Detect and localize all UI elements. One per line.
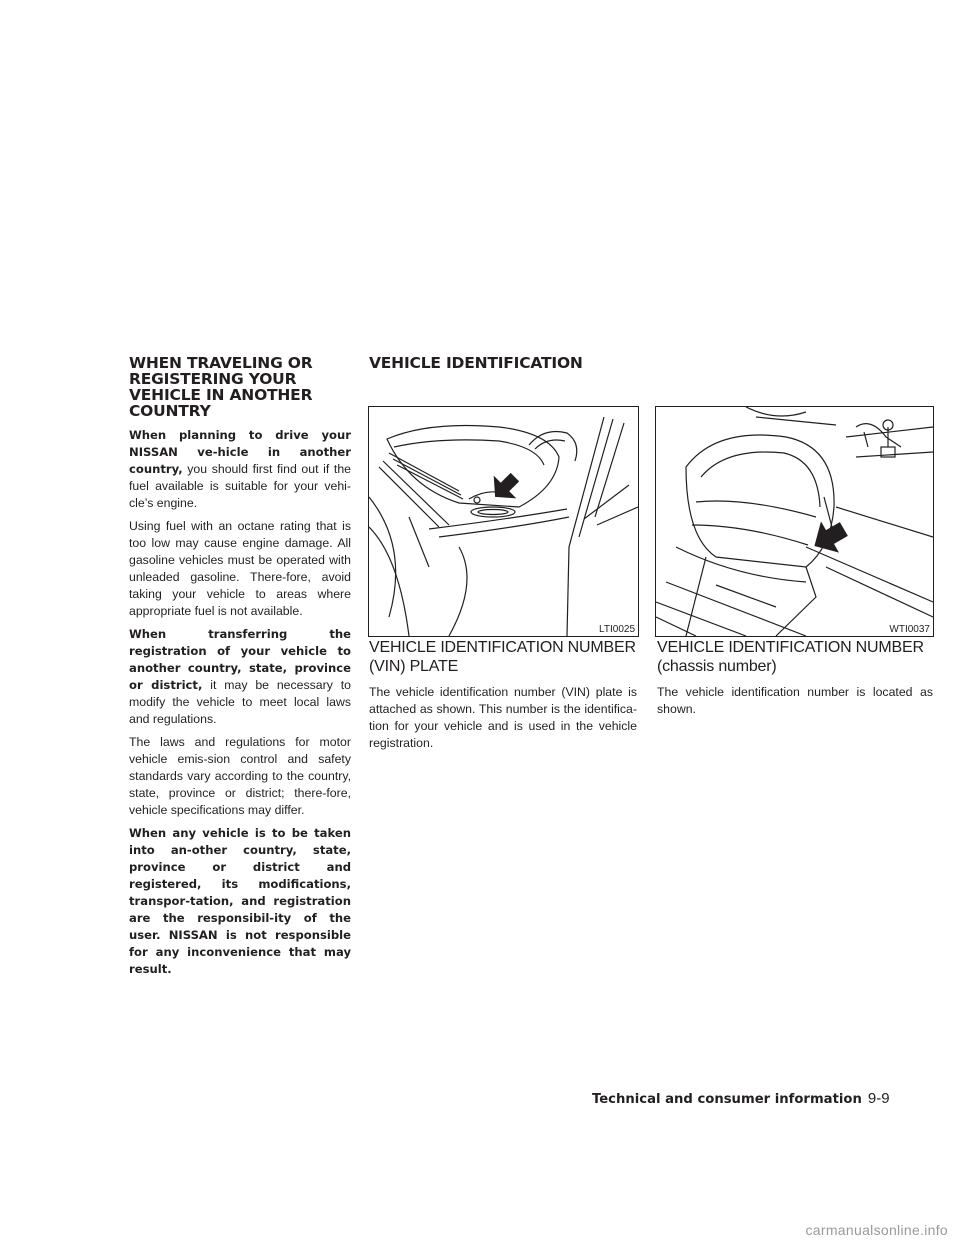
paragraph-laws: The laws and regulations for motor vehicle emis-sion control and safety standards vary according to the country, state, province or district; there-fore, vehicle specifications may differ.	[129, 735, 351, 817]
paragraph-transferring-text: it may be necessary to modify the vehicle to meet local laws and regulations.	[129, 678, 351, 726]
vin-plate-illustration	[369, 407, 638, 636]
chassis-title-line1: VEHICLE IDENTIFICATION NUMBER	[657, 639, 924, 656]
vin-plate-title-line1: VEHICLE IDENTIFICATION NUMBER	[369, 639, 636, 656]
paragraph-planning-bold: When planning to drive your NISSAN ve-hicle in another country,	[129, 428, 351, 476]
chassis-arrow-icon	[805, 513, 852, 561]
paragraph-transferring	[129, 626, 351, 728]
page-number: 9-9	[867, 1090, 890, 1107]
paragraph-responsibility	[129, 825, 351, 978]
left-column	[129, 355, 351, 984]
vin-arrow-icon	[484, 466, 526, 508]
paragraph-planning-text: you should first find out if the fuel available is suitable for your vehi-cle’s engine.	[129, 462, 351, 510]
section-heading-traveling: WHEN TRAVELING OR REGISTERING YOUR VEHICLE IN ANOTHER COUNTRY	[129, 354, 313, 420]
footer-section-title: Technical and consumer information	[592, 1092, 862, 1107]
chassis-title-line2: (chassis number)	[657, 658, 777, 675]
chassis-illustration	[656, 407, 933, 636]
chassis-paragraph: The vehicle identification number is located as shown.	[657, 685, 933, 716]
chassis-title	[657, 638, 933, 676]
figure-chassis-number	[655, 406, 934, 637]
watermark: carmanualsonline.info	[805, 1222, 948, 1238]
section-heading-vehicle-identification: VEHICLE IDENTIFICATION	[369, 354, 583, 372]
paragraph-responsibility-bold: When any vehicle is to be taken into an-other country, state, province or district and registered, its modifications, transpor-tation, and registration are the responsibil-ity of the user. NISSAN is not responsible for any inconvenience that may result.	[129, 826, 351, 976]
paragraph-transferring-bold: When transferring the registration of your vehicle to another country, state, province or district,	[129, 627, 351, 692]
chassis-section	[657, 638, 933, 724]
paragraph-planning	[129, 427, 351, 512]
vin-plate-paragraph: The vehicle identification number (VIN) plate is attached as shown. This number is the identifica-tion for your vehicle and is used in the vehicle registration.	[369, 685, 637, 750]
figure-code-chassis: WTI0037	[889, 624, 930, 635]
page-footer	[592, 1090, 890, 1107]
vin-plate-title	[369, 638, 637, 676]
figure-vin-plate	[368, 406, 639, 637]
vin-plate-title-line2: (VIN) PLATE	[369, 658, 459, 675]
figure-code-vin: LTI0025	[599, 624, 635, 635]
vin-plate-section	[369, 638, 637, 758]
paragraph-octane: Using fuel with an octane rating that is too low may cause engine damage. All gasoline vehicles must be operated with unleaded gasoline. There-fore, avoid taking your vehicle to areas where appropriate fuel is not available.	[129, 519, 351, 618]
